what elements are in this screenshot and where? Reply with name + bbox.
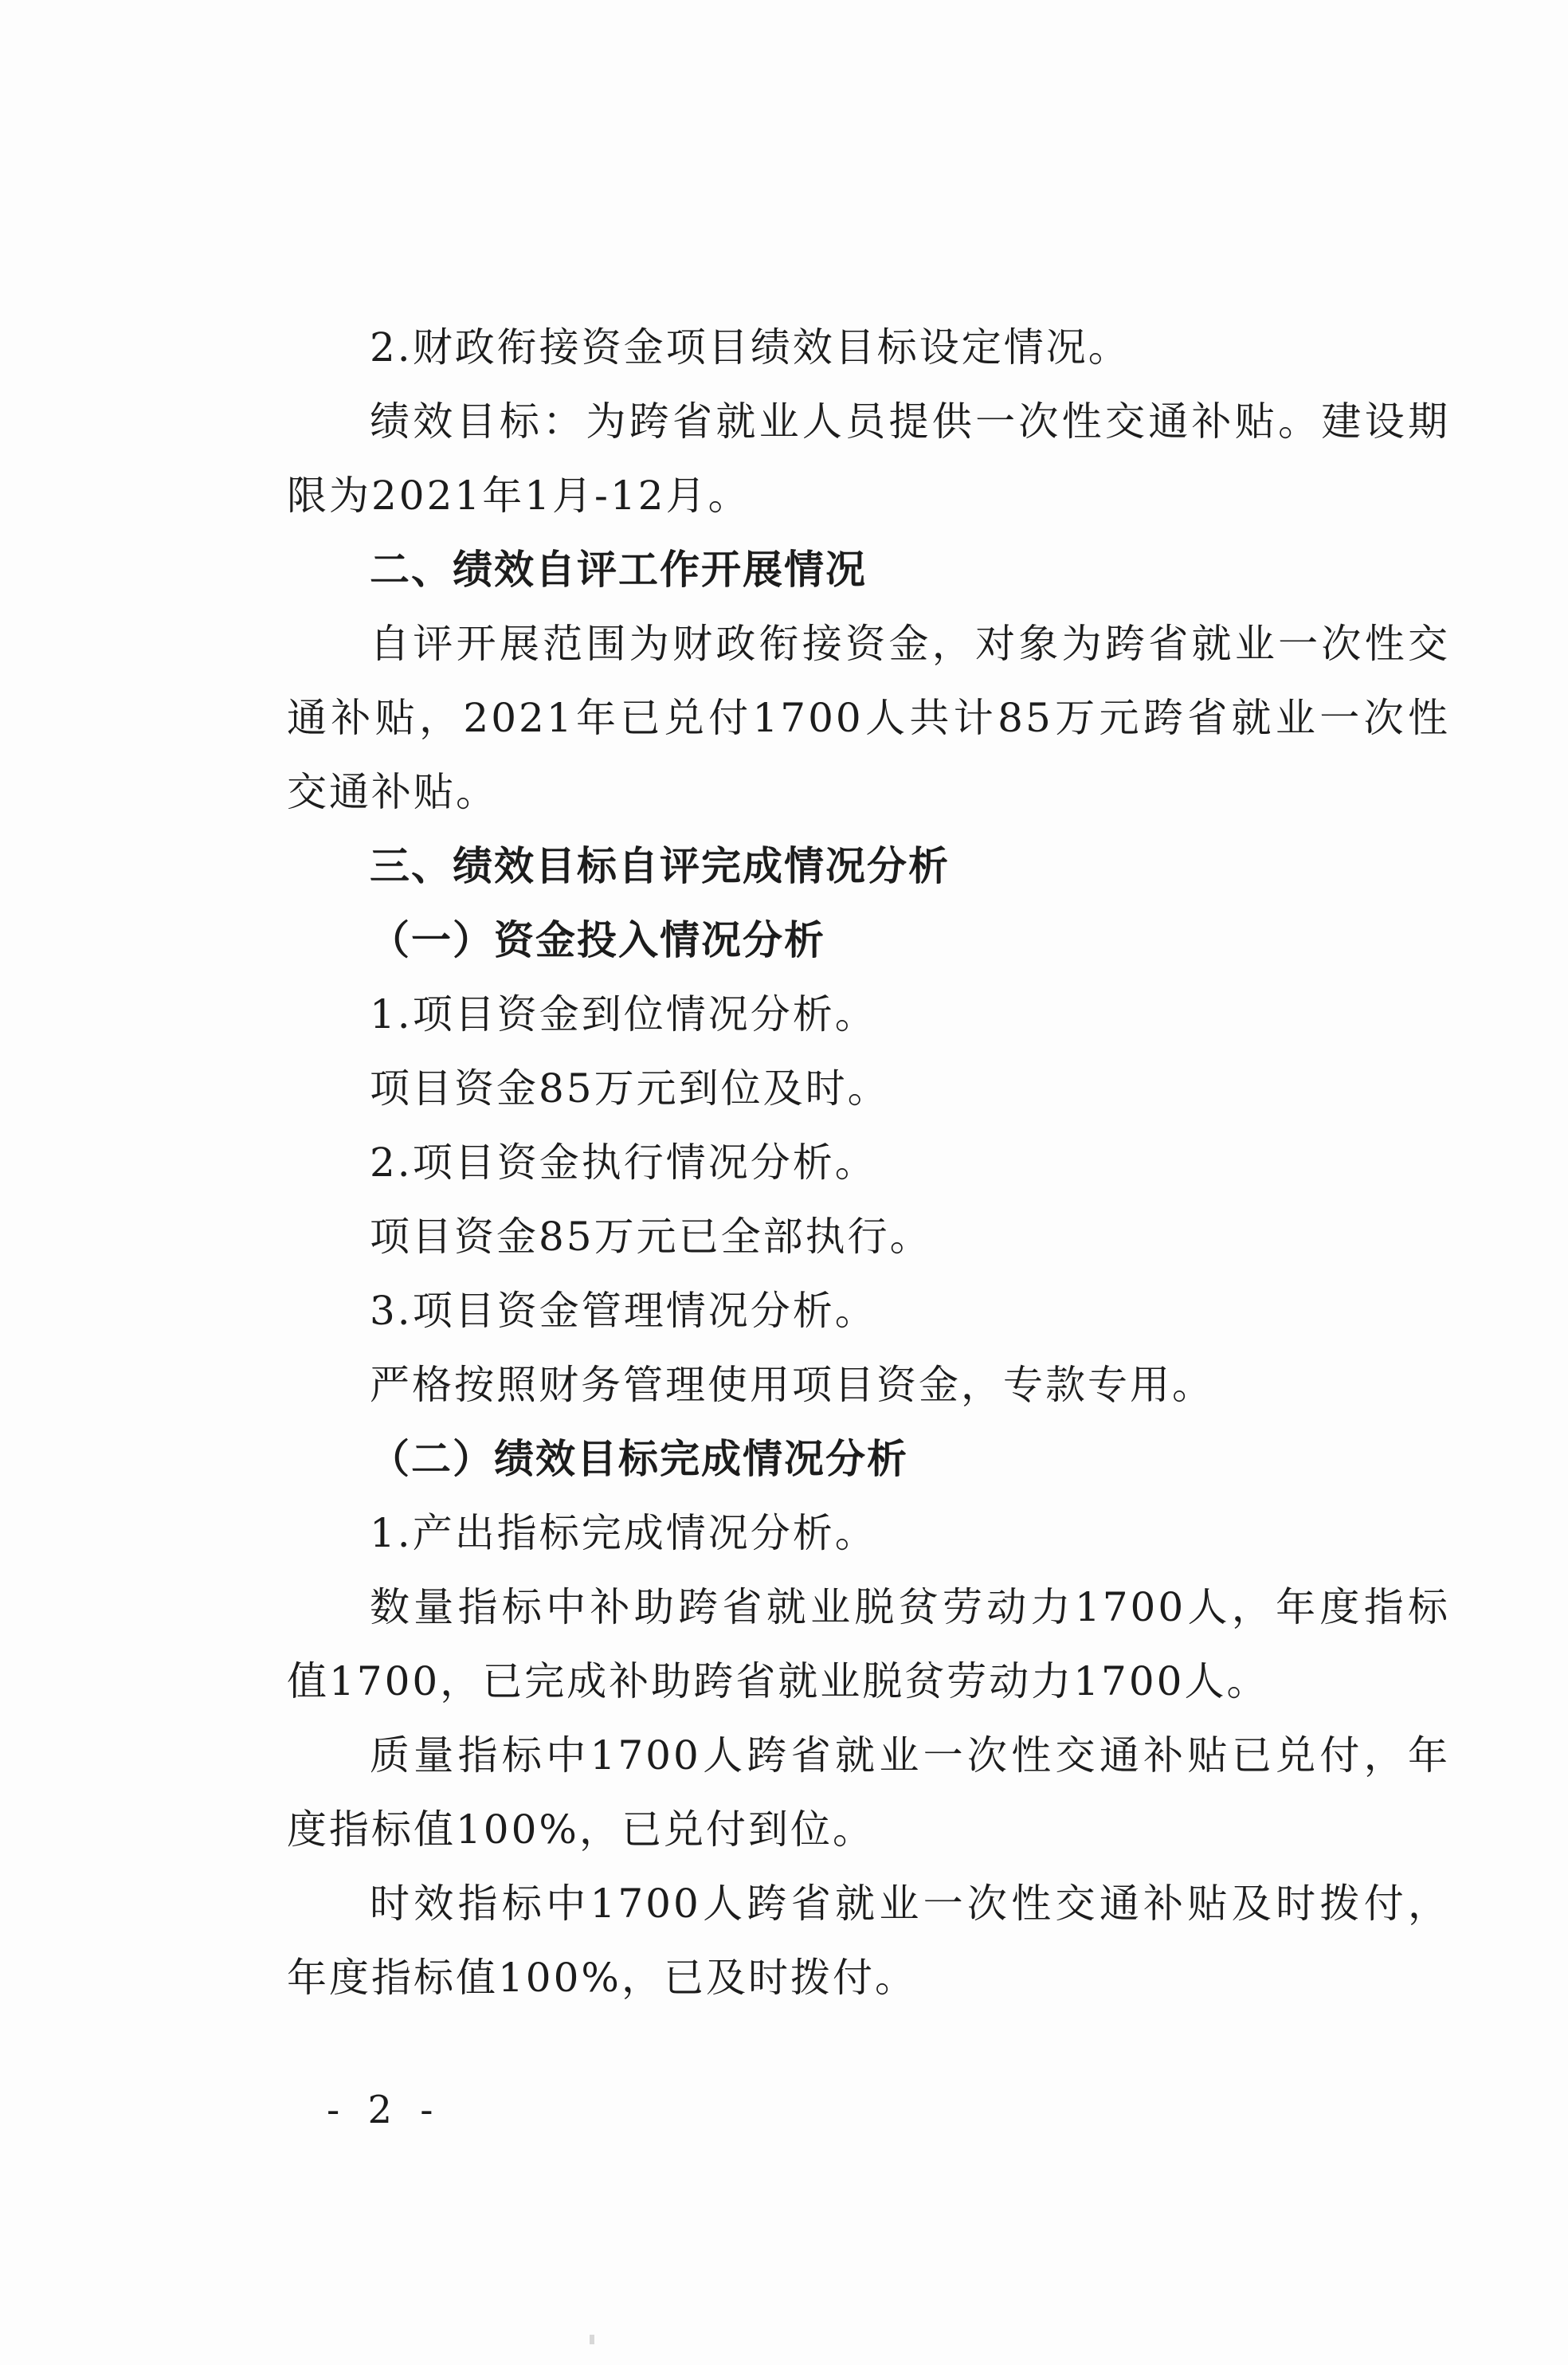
section-heading: 二、绩效自评工作开展情况	[370, 547, 867, 593]
subsection-heading: （一）资金投入情况分析	[370, 917, 825, 963]
paragraph: 1.项目资金到位情况分析。	[370, 991, 877, 1037]
subsection-heading: （二）绩效目标完成情况分析	[370, 1436, 908, 1482]
paragraph: 严格按照财务管理使用项目资金，专款专用。	[370, 1362, 1214, 1408]
paragraph: 质量指标中1700人跨省就业一次性交通补贴已兑付，年度指标值100%，已兑付到位。	[287, 1732, 1450, 1853]
paragraph: 自评开展范围为财政衔接资金，对象为跨省就业一次性交通补贴，2021年已兑付1700人共计85万元跨省就业一次性交通补贴。	[287, 621, 1450, 815]
paragraph: 绩效目标：为跨省就业人员提供一次性交通补贴。建设期限为2021年1月-12月。	[287, 398, 1450, 519]
paragraph: 项目资金85万元已全部执行。	[370, 1214, 932, 1260]
paragraph: 2.项目资金执行情况分析。	[370, 1139, 877, 1186]
paragraph: 2.财政衔接资金项目绩效目标设定情况。	[370, 324, 1131, 371]
page-number: - 2 -	[327, 2088, 441, 2132]
paragraph: 时效指标中1700人跨省就业一次性交通补贴及时拨付，年度指标值100%，已及时拨付。	[287, 1881, 1450, 2001]
section-heading: 三、绩效目标自评完成情况分析	[370, 843, 950, 889]
paragraph: 3.项目资金管理情况分析。	[370, 1288, 877, 1334]
paragraph: 1.产出指标完成情况分析。	[370, 1510, 877, 1556]
scan-artifact	[590, 2335, 594, 2344]
paragraph: 项目资金85万元到位及时。	[370, 1065, 890, 1112]
document-body	[287, 311, 1450, 2015]
paragraph: 数量指标中补助跨省就业脱贫劳动力1700人，年度指标值1700，已完成补助跨省就业脱贫劳动力1700人。	[287, 1584, 1450, 1704]
